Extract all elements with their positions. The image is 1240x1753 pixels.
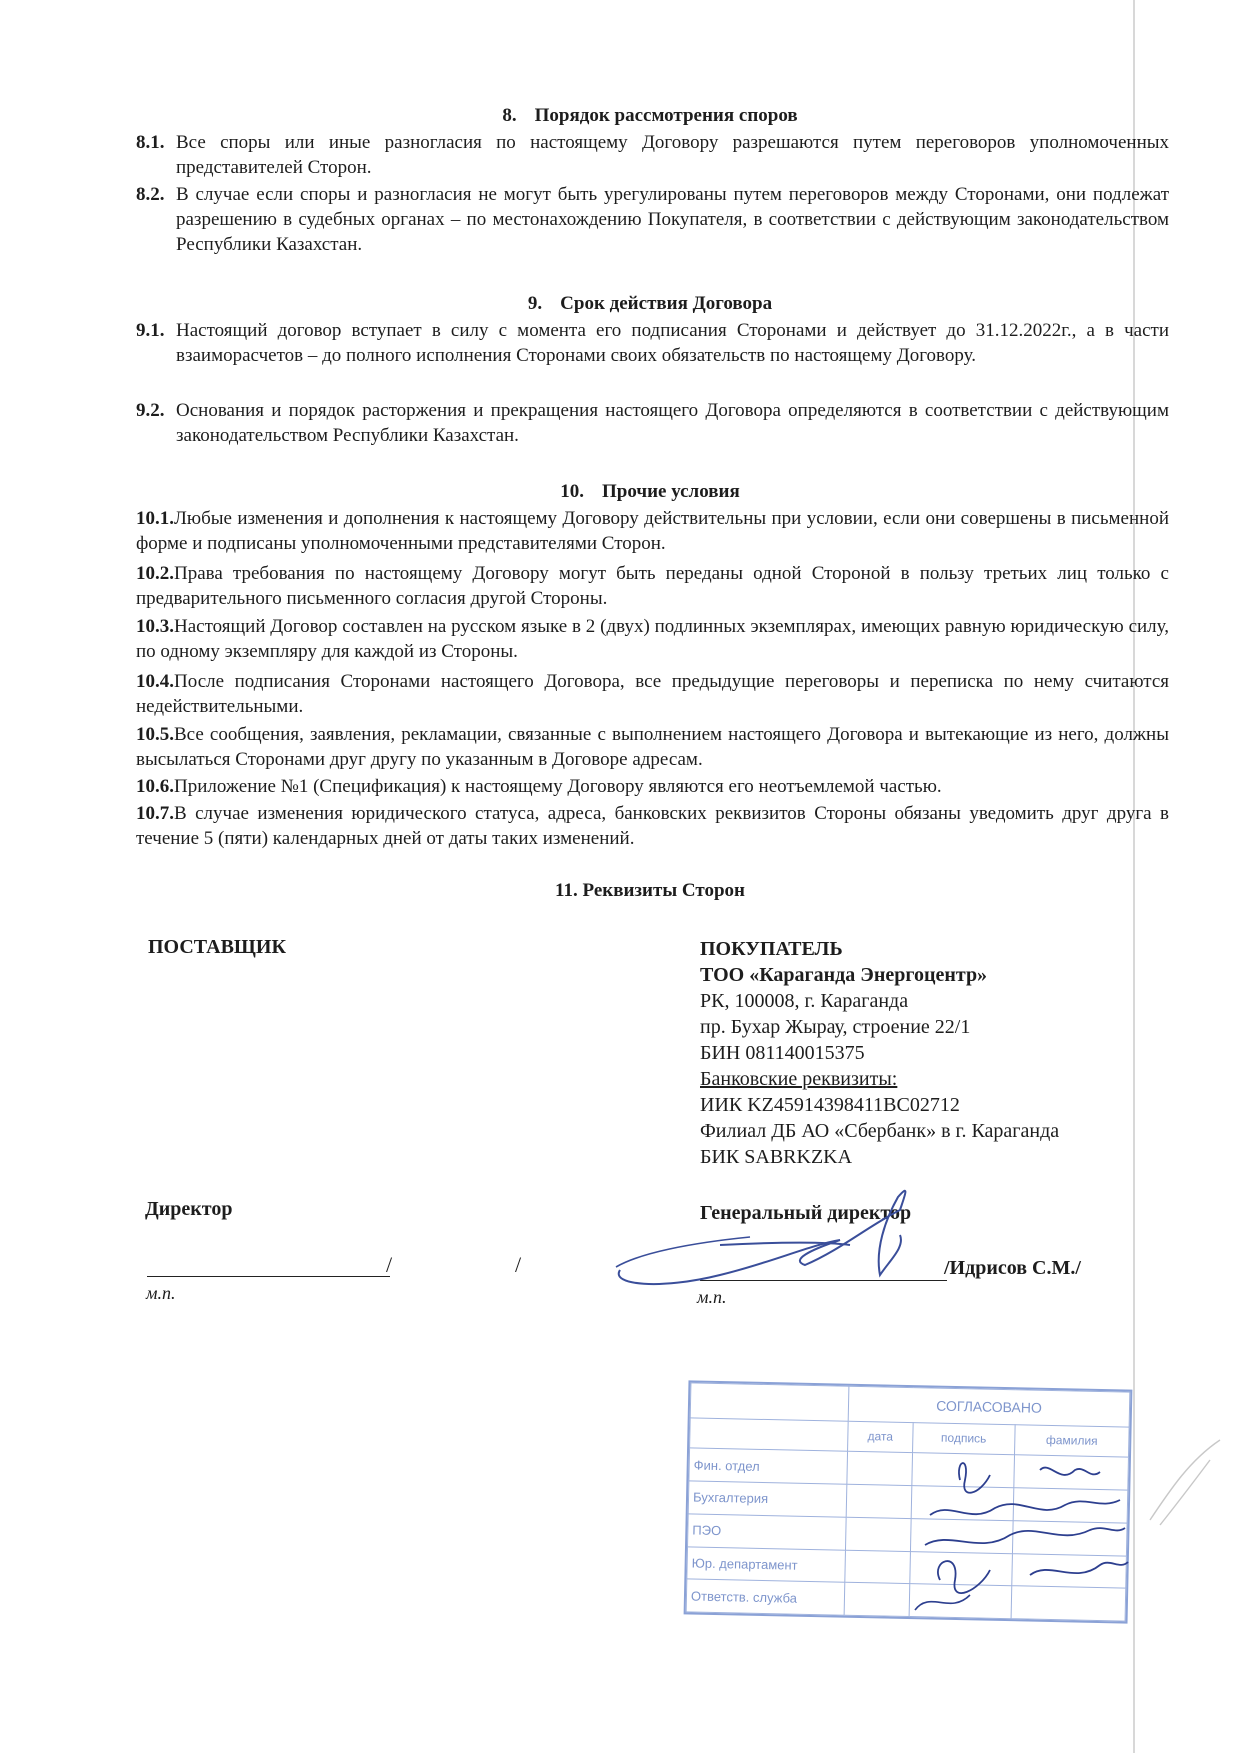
clause-10-1: 10.1.Любые изменения и дополнения к настоящему Договору действительны при условии, если они совершены в письменной форме и подписаны уполномоченными представителями Сторон. (136, 508, 1169, 554)
buyer-bik: БИК SABRKZKA (700, 1146, 853, 1168)
buyer-address-2: пр. Бухар Жырау, строение 22/1 (700, 1016, 971, 1038)
clause-10-3: 10.3.Настоящий Договор составлен на русском языке в 2 (двух) подлинных экземплярах, имеющих равную юридическую силу, по одному экземпляру для каждой из Стороны. (136, 616, 1169, 662)
director-signature-icon (600, 1175, 960, 1315)
clause-8-2: 8.2. В случае если споры и разногласия не могут быть урегулированы путем переговоров между Сторонами, они подлежат разрешению в судебных органах – по местонахождению Покупателя, в соответствии с действующим законодательством Республики Казахстан. (136, 184, 1169, 255)
section-9-title: 9. Срок действия Договора (527, 293, 773, 314)
clause-10-6: 10.6.Приложение №1 (Спецификация) к настоящему Договору являются его неотъемлемой частью. (136, 776, 942, 797)
buyer-details (700, 936, 1059, 1170)
supplier-heading: ПОСТАВЩИК (148, 936, 286, 958)
clause-10-2: 10.2.Права требования по настоящему Договору могут быть переданы одной Стороной в пользу третьих лиц только с предварительного письменного согласия другой Стороны. (136, 563, 1169, 609)
stamp-row-label: ПЭО (688, 1514, 847, 1550)
buyer-bank-label: Банковские реквизиты: (700, 1068, 898, 1090)
buyer-role: Генеральный директор (700, 1202, 912, 1224)
buyer-heading: ПОКУПАТЕЛЬ (700, 938, 843, 960)
section-11-title: 11. Реквизиты Сторон (555, 880, 745, 901)
stamp-row-label: Ответств. служба (686, 1579, 845, 1615)
buyer-stamp-place: м.п. (697, 1287, 727, 1307)
approval-signatures-icon (900, 1440, 1150, 1640)
stamp-row-label: Бухгалтерия (688, 1481, 847, 1517)
clause-10-7: 10.7.В случае изменения юридического статуса, адреса, банковских реквизитов Стороны обязаны уведомить друг друга в течение 5 (пяти) календарных дней от даты таких изменений. (136, 803, 1169, 849)
stamp-title: СОГЛАСОВАНО (848, 1386, 1130, 1426)
pencil-mark-icon (1140, 1430, 1230, 1540)
stamp-row-label: Фин. отдел (689, 1448, 848, 1484)
stamp-col-sign: подпись (912, 1422, 1015, 1455)
clause-8-1: 8.1. Все споры или иные разногласия по настоящему Договору разрешаются путем переговоров уполномоченных представителей Сторон. (136, 132, 1169, 178)
stamp-col-name: фамилия (1014, 1424, 1129, 1457)
supplier-stamp-place: м.п. (146, 1283, 176, 1303)
clause-9-1: 9.1. Настоящий договор вступает в силу с момента его подписания Сторонами и действует до 31.12.2022г., а в части взаиморасчетов – до полного исполнения Сторонами своих обязательств по настоящему Договору. (136, 320, 1169, 366)
buyer-signer-name: /Идрисов С.М./ (944, 1257, 1081, 1279)
clause-10-4: 10.4.После подписания Сторонами настоящего Договора, все предыдущие переговоры и переписка по нему считаются недействительными. (136, 671, 1169, 717)
buyer-bin: БИН 081140015375 (700, 1042, 865, 1064)
stamp-row-label: Юр. департамент (687, 1546, 846, 1582)
supplier-role: Директор (145, 1198, 233, 1220)
supplier-slash-2: / (515, 1252, 522, 1277)
supplier-slash: / (386, 1252, 393, 1277)
clause-9-2: 9.2. Основания и порядок расторжения и прекращения настоящего Договора определяются в соответствии с действующим законодательством Республики Казахстан. (136, 400, 1169, 446)
buyer-company: ТОО «Караганда Энергоцентр» (700, 964, 988, 986)
section-8-title: 8. Порядок рассмотрения споров (502, 105, 798, 126)
clause-10-5: 10.5.Все сообщения, заявления, рекламации, связанные с выполнением настоящего Договора и вытекающие из него, должны высылаться Сторонами друг другу по указанным в Договоре адресам. (136, 724, 1169, 770)
buyer-iik: ИИК KZ45914398411BC02712 (700, 1094, 960, 1116)
buyer-bank: Филиал ДБ АО «Сбербанк» в г. Караганда (700, 1120, 1060, 1142)
stamp-col-date: дата (848, 1421, 913, 1453)
buyer-address-1: РК, 100008, г. Караганда (700, 990, 909, 1012)
section-10-title: 10. Прочие условия (560, 481, 740, 502)
supplier-signature-line (147, 1276, 390, 1277)
